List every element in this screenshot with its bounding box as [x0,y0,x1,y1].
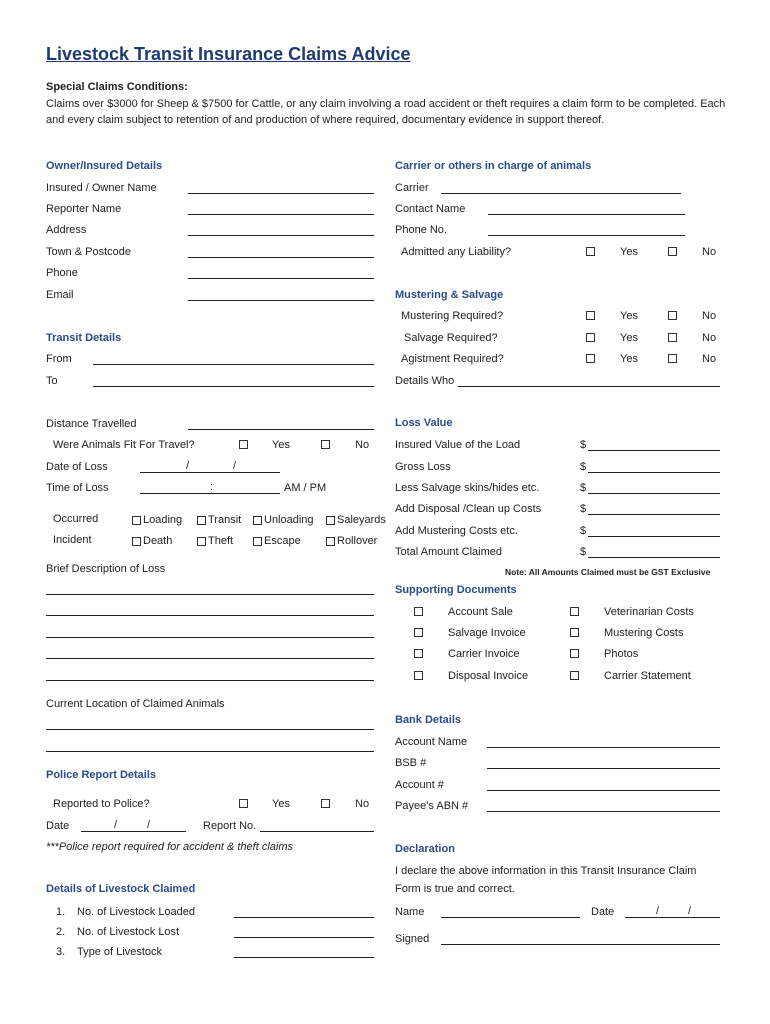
police-heading: Police Report Details [46,769,157,781]
reporter-field[interactable] [188,214,374,215]
brief-line-4[interactable] [46,658,374,659]
from-field[interactable] [93,364,374,365]
date-loss-sep1: / [186,460,190,472]
photos-label: Photos [604,648,639,660]
brief-line-5[interactable] [46,680,374,681]
reported-label: Reported to Police? [53,798,150,810]
to-label: To [46,375,58,387]
account-sale-checkbox[interactable] [414,605,425,617]
reported-yes-checkbox[interactable] [239,797,250,809]
phone-label: Phone [46,267,78,279]
mustering-req-label: Mustering Required? [401,310,504,322]
time-loss-sep: : [210,481,214,493]
total-field[interactable] [588,557,720,558]
reported-yes-label: Yes [272,798,290,810]
carrier-invoice-checkbox[interactable] [414,647,425,659]
unloading-option[interactable] [253,514,314,526]
account-sale-label: Account Sale [448,606,513,618]
gross-field[interactable] [588,472,720,473]
insured-field[interactable] [188,193,374,194]
escape-label: Escape [264,535,301,547]
carrier-statement-checkbox[interactable] [570,669,581,681]
livestock-lost-field[interactable] [234,937,374,938]
account-no-label: Account # [395,779,444,791]
address-field[interactable] [188,235,374,236]
transit-option-label: Transit [208,514,242,526]
livestock-n3: 3. [56,946,66,958]
ampm-label: AM / PM [284,482,327,494]
liability-yes-checkbox[interactable] [586,245,597,257]
disposal-invoice-checkbox[interactable] [414,669,425,681]
salvage-invoice-checkbox[interactable] [414,626,425,638]
carrier-heading: Carrier or others in charge of animals [395,160,592,172]
carrier-field[interactable] [441,193,681,194]
liability-label: Admitted any Liability? [401,246,512,258]
livestock-lost-label: No. of Livestock Lost [77,926,180,938]
salvage-yes-checkbox[interactable] [586,331,597,343]
liability-yes-label: Yes [620,246,638,258]
insured-value-field[interactable] [588,450,720,451]
livestock-loaded-field[interactable] [234,917,374,918]
salvage-no-checkbox[interactable] [668,331,679,343]
salvage-no-label: No [702,332,717,344]
town-field[interactable] [188,257,374,258]
livestock-type-label: Type of Livestock [77,946,162,958]
loading-option[interactable] [132,514,182,526]
agistment-yes-label: Yes [620,353,638,365]
loading-label: Loading [143,514,183,526]
declaration-date-label: Date [591,906,615,918]
declaration-date-sep1: / [656,905,660,917]
fit-no-label: No [355,439,370,451]
mustering-costs-label: Add Mustering Costs etc. [395,525,518,537]
mustering-no-checkbox[interactable] [668,309,679,321]
account-name-label: Account Name [395,736,468,748]
rollover-option[interactable] [326,535,377,547]
current-location-line-2[interactable] [46,751,374,752]
signed-field[interactable] [441,944,720,945]
email-field[interactable] [188,300,374,301]
town-label: Town & Postcode [46,246,131,258]
to-field[interactable] [93,386,374,387]
salvage-invoice-label: Salvage Invoice [448,627,526,639]
current-location-label: Current Location of Claimed Animals [46,698,225,710]
gst-note: Note: All Amounts Claimed must be GST Exclusive [505,567,711,577]
escape-option[interactable] [253,535,301,547]
disposal-currency: $ [580,503,587,515]
less-salvage-label: Less Salvage skins/hides etc. [395,482,540,494]
bsb-field[interactable] [487,768,720,769]
bank-heading: Bank Details [395,714,462,726]
carrier-phone-label: Phone No. [395,224,447,236]
brief-line-1[interactable] [46,594,374,595]
report-no-field[interactable] [260,831,374,832]
fit-no-checkbox[interactable] [321,438,332,450]
police-date-field[interactable] [81,831,186,832]
special-conditions-heading: Special Claims Conditions: [46,81,188,93]
liability-no-checkbox[interactable] [668,245,679,257]
declaration-heading: Declaration [395,843,455,855]
date-loss-label: Date of Loss [46,461,108,473]
carrier-invoice-label: Carrier Invoice [448,648,520,660]
insured-label: Insured / Owner Name [46,182,157,194]
time-loss-label: Time of Loss [46,482,109,494]
time-loss-field[interactable] [140,493,280,494]
mustering-heading: Mustering & Salvage [395,289,504,301]
police-note: ***Police report required for accident & theft claims [46,841,294,853]
account-name-field[interactable] [487,747,720,748]
brief-line-3[interactable] [46,637,374,638]
carrier-phone-field[interactable] [488,235,685,236]
agistment-req-label: Agistment Required? [401,353,504,365]
contact-field[interactable] [488,214,685,215]
police-date-sep2: / [147,819,151,831]
photos-checkbox[interactable] [570,647,581,659]
mustering-costs-currency: $ [580,525,587,537]
declaration-text-2: Form is true and correct. [395,883,515,895]
declaration-date-field[interactable] [625,917,720,918]
disposal-label: Add Disposal /Clean up Costs [395,503,542,515]
from-label: From [46,353,72,365]
agistment-no-checkbox[interactable] [668,352,679,364]
vet-label: Veterinarian Costs [604,606,694,618]
livestock-loaded-label: No. of Livestock Loaded [77,906,196,918]
total-currency: $ [580,546,587,558]
carrier-statement-label: Carrier Statement [604,670,691,682]
phone-field[interactable] [188,278,374,279]
loss-heading: Loss Value [395,417,453,429]
declaration-name-label: Name [395,906,425,918]
agistment-yes-checkbox[interactable] [586,352,597,364]
livestock-n1: 1. [56,906,66,918]
death-label: Death [143,535,173,547]
less-salvage-currency: $ [580,482,587,494]
account-no-field[interactable] [487,790,720,791]
disposal-invoice-label: Disposal Invoice [448,670,529,682]
signed-label: Signed [395,933,430,945]
mustering-costs-doc-checkbox[interactable] [570,626,581,638]
occurred-label: Occurred [53,513,99,525]
total-label: Total Amount Claimed [395,546,502,558]
mustering-costs-doc-label: Mustering Costs [604,627,684,639]
brief-label: Brief Description of Loss [46,563,166,575]
brief-line-2[interactable] [46,615,374,616]
distance-label: Distance Travelled [46,418,137,430]
special-conditions-text: Claims over $3000 for Sheep & $7500 for Cattle, or any claim involving a road accident or theft requires a claim form to be completed. Each and every claim subject to retention of and production of where required, documentary evidence in support thereof. [46,98,726,126]
gross-currency: $ [580,461,587,473]
docs-heading: Supporting Documents [395,584,517,596]
address-label: Address [46,224,87,236]
saleyards-option[interactable] [326,514,386,526]
email-label: Email [46,289,74,301]
contact-label: Contact Name [395,203,466,215]
rollover-label: Rollover [337,535,378,547]
police-date-label: Date [46,820,70,832]
salvage-yes-label: Yes [620,332,638,344]
bsb-label: BSB # [395,757,427,769]
mustering-costs-field[interactable] [588,536,720,537]
distance-field[interactable] [188,429,374,430]
carrier-label: Carrier [395,182,429,194]
police-date-sep1: / [114,819,118,831]
report-no-label: Report No. [203,820,257,832]
mustering-no-label: No [702,310,717,322]
death-option[interactable] [132,535,172,547]
declaration-date-sep2: / [688,905,692,917]
reported-no-label: No [355,798,370,810]
disposal-field[interactable] [588,514,720,515]
abn-label: Payee’s ABN # [395,800,469,812]
abn-field[interactable] [487,811,720,812]
details-who-label: Details Who [395,375,455,387]
theft-label: Theft [208,535,234,547]
transit-option[interactable] [197,514,241,526]
liability-no-label: No [702,246,717,258]
mustering-yes-label: Yes [620,310,638,322]
insured-value-currency: $ [580,439,587,451]
agistment-no-label: No [702,353,717,365]
reported-no-checkbox[interactable] [321,797,332,809]
salvage-req-label: Salvage Required? [404,332,498,344]
insured-value-label: Insured Value of the Load [395,439,521,451]
transit-heading: Transit Details [46,332,122,344]
theft-option[interactable] [197,535,233,547]
livestock-type-field[interactable] [234,957,374,958]
gross-label: Gross Loss [395,461,451,473]
date-loss-field[interactable] [140,472,280,473]
details-who-field[interactable] [458,386,720,387]
livestock-heading: Details of Livestock Claimed [46,883,196,895]
reporter-label: Reporter Name [46,203,122,215]
declaration-text-1: I declare the above information in this Transit Insurance Claim [395,865,697,877]
saleyards-label: Saleyards [337,514,386,526]
owner-heading: Owner/Insured Details [46,160,163,172]
fit-yes-checkbox[interactable] [239,438,250,450]
declaration-name-field[interactable] [441,917,580,918]
fit-label: Were Animals Fit For Travel? [53,439,195,451]
vet-checkbox[interactable] [570,605,581,617]
fit-yes-label: Yes [272,439,290,451]
date-loss-sep2: / [233,460,237,472]
page-title: Livestock Transit Insurance Claims Advice [46,44,411,64]
current-location-line-1[interactable] [46,729,374,730]
less-salvage-field[interactable] [588,493,720,494]
unloading-label: Unloading [264,514,314,526]
incident-label: Incident [53,534,92,546]
livestock-n2: 2. [56,926,66,938]
mustering-yes-checkbox[interactable] [586,309,597,321]
